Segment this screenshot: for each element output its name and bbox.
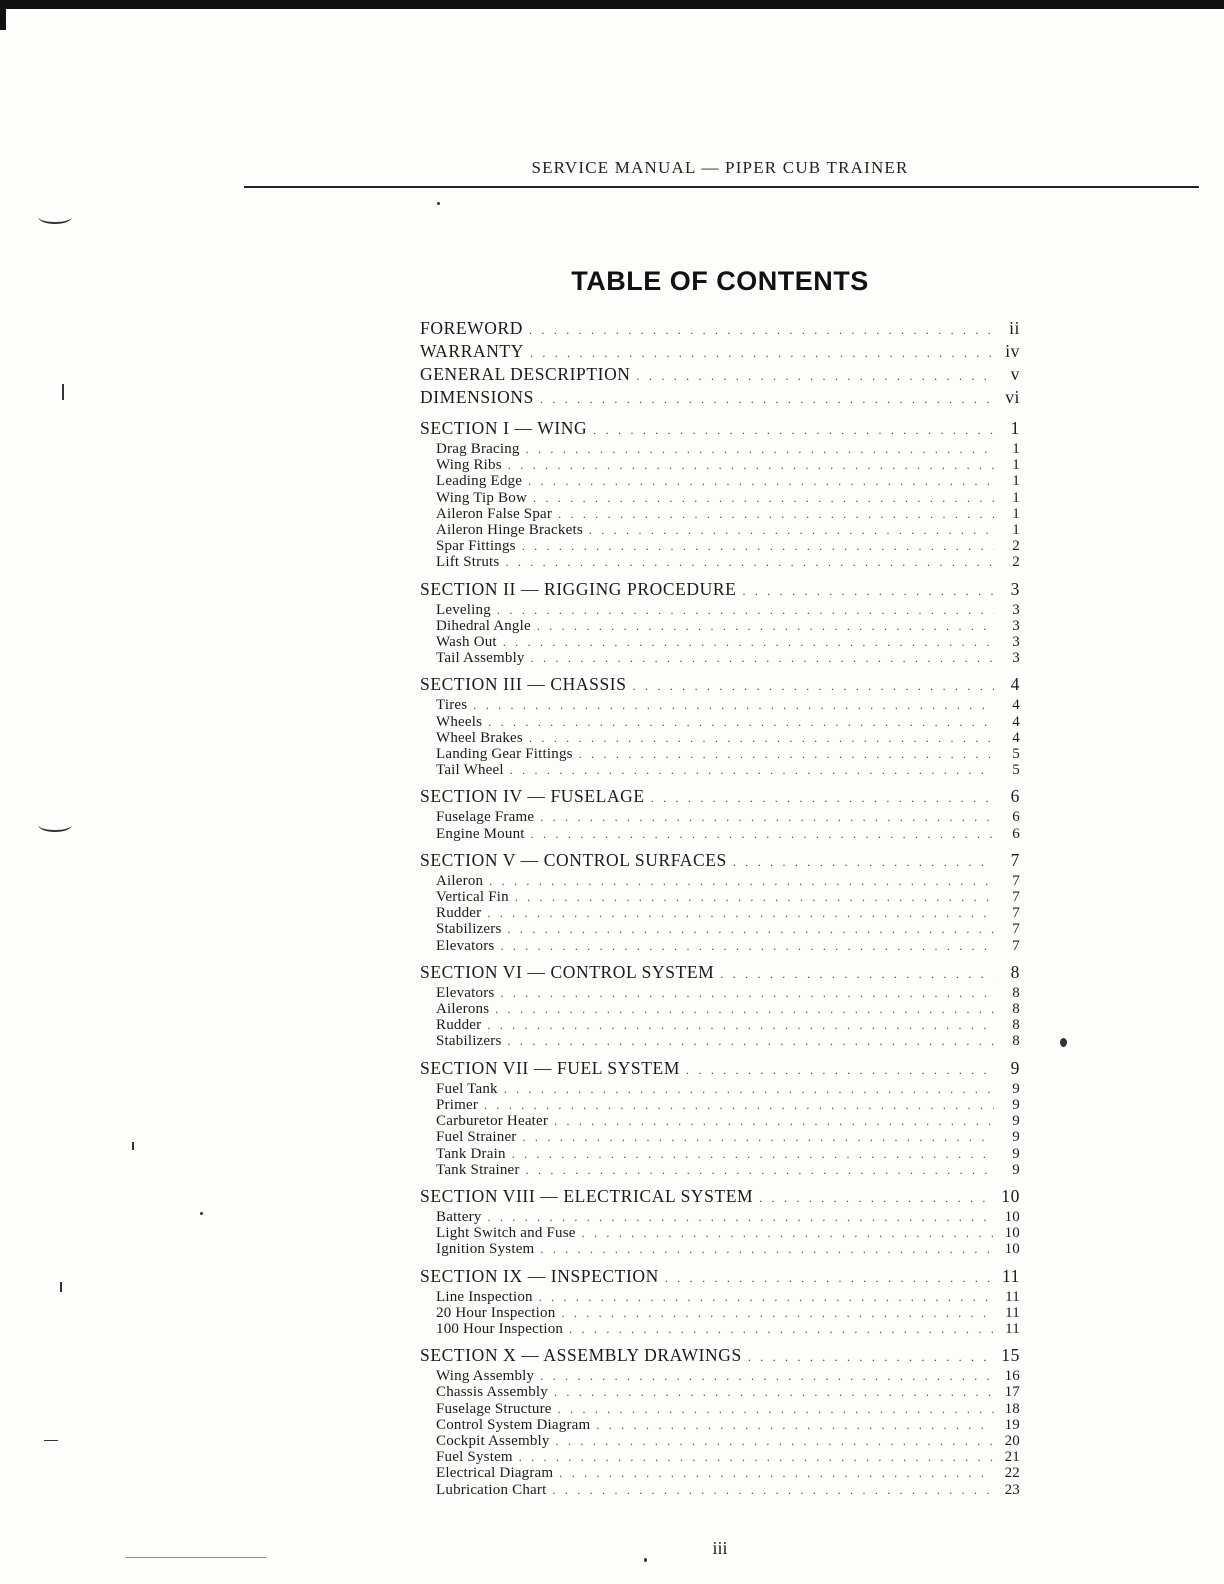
- entry-label: Landing Gear Fittings: [436, 746, 573, 763]
- entry-label: 100 Hour Inspection: [436, 1320, 564, 1337]
- entry-label: 20 Hour Inspection: [436, 1304, 556, 1321]
- subsection-entry: [420, 1289, 1020, 1305]
- entry-label: Wash Out: [436, 634, 497, 651]
- dot-leader: [528, 473, 994, 489]
- section-group: [420, 579, 1020, 667]
- dot-leader: [579, 746, 994, 762]
- subsection-entry: [420, 809, 1020, 825]
- subsection-entry: [420, 634, 1020, 650]
- subsection-entry: [420, 826, 1020, 842]
- dot-leader: [537, 618, 994, 634]
- section-group: [420, 1186, 1020, 1258]
- entry-label: FOREWORD: [420, 318, 523, 338]
- entry-page-number: 19: [1004, 1416, 1020, 1433]
- scan-speck: [644, 1558, 647, 1562]
- entry-label: Tail Wheel: [436, 762, 504, 779]
- section-heading: [420, 1266, 1020, 1289]
- entry-label: SECTION IX — INSPECTION: [420, 1265, 659, 1286]
- entry-page-number: 3: [1012, 617, 1020, 634]
- entry-label: Tank Drain: [436, 1145, 506, 1162]
- entry-label: Stabilizers: [436, 1033, 502, 1050]
- entry-page-number: 7: [1012, 921, 1020, 938]
- subsection-entry: [420, 1305, 1020, 1321]
- entry-label: Stabilizers: [436, 921, 502, 938]
- entry-label: Vertical Fin: [436, 889, 509, 906]
- dot-leader: [530, 343, 994, 364]
- entry-page-number: 6: [1012, 825, 1020, 842]
- dot-leader: [531, 826, 994, 842]
- subsection-entry: [420, 1225, 1020, 1241]
- entry-page-number: 1: [1012, 457, 1020, 474]
- section-group: [420, 418, 1020, 571]
- entry-label: Battery: [436, 1208, 482, 1225]
- scan-top-border: [0, 0, 1224, 9]
- entry-label: Tires: [436, 697, 468, 714]
- entry-label: Lubrication Chart: [436, 1481, 547, 1498]
- entry-page-number: 4: [1012, 713, 1020, 730]
- dot-leader: [559, 1465, 994, 1481]
- section-heading: [420, 674, 1020, 697]
- front-matter-entry: [420, 341, 1020, 364]
- dot-leader: [508, 921, 994, 937]
- entry-label: SECTION IV — FUSELAGE: [420, 786, 645, 807]
- entry-page-number: 22: [1004, 1465, 1020, 1482]
- header-rule: [244, 186, 1199, 188]
- section-group: [420, 786, 1020, 841]
- dot-leader: [569, 1321, 994, 1337]
- dot-leader: [488, 1209, 994, 1225]
- dot-leader: [519, 1449, 994, 1465]
- subsection-entry: [420, 1368, 1020, 1384]
- subsection-entry: [420, 1465, 1020, 1481]
- dot-leader: [484, 1097, 994, 1113]
- dot-leader: [526, 1162, 994, 1178]
- scan-speck: [437, 202, 440, 205]
- scan-mark: [38, 818, 72, 832]
- entry-page-number: 9: [1012, 1129, 1020, 1146]
- entry-page-number: 4: [1012, 697, 1020, 714]
- entry-page-number: vi: [1005, 387, 1020, 407]
- dot-leader: [473, 697, 994, 713]
- entry-label: Wheels: [436, 713, 483, 730]
- entry-page-number: 3: [1012, 601, 1020, 618]
- dot-leader: [503, 634, 994, 650]
- subsection-entry: [420, 457, 1020, 473]
- subsection-entry: [420, 490, 1020, 506]
- entry-label: Rudder: [436, 1017, 482, 1034]
- dot-leader: [633, 676, 994, 697]
- entry-page-number: 8: [1012, 1001, 1020, 1018]
- entry-page-number: 10: [1004, 1225, 1020, 1242]
- dot-leader: [533, 490, 994, 506]
- entry-label: Elevators: [436, 937, 495, 954]
- subsection-entry: [420, 1433, 1020, 1449]
- entry-label: Wing Assembly: [436, 1368, 535, 1385]
- front-matter-group: [420, 318, 1020, 410]
- subsection-entry: [420, 985, 1020, 1001]
- entry-page-number: iv: [1005, 341, 1020, 361]
- dot-leader: [759, 1188, 994, 1209]
- dot-leader: [500, 985, 994, 1001]
- entry-page-number: 9: [1012, 1145, 1020, 1162]
- scan-speck: [1060, 1038, 1067, 1047]
- section-heading: [420, 962, 1020, 985]
- subsection-entry: [420, 1033, 1020, 1049]
- dot-leader: [529, 730, 994, 746]
- section-group: [420, 962, 1020, 1050]
- dot-leader: [556, 1433, 994, 1449]
- entry-page-number: 10: [1004, 1241, 1020, 1258]
- entry-label: SECTION VII — FUEL SYSTEM: [420, 1057, 681, 1078]
- scan-left-edge: [0, 0, 6, 30]
- dot-leader: [539, 1289, 994, 1305]
- running-header: SERVICE MANUAL — PIPER CUB TRAINER: [531, 158, 909, 177]
- front-matter-entry: [420, 318, 1020, 341]
- dot-leader: [558, 1401, 994, 1417]
- subsection-entry: [420, 1017, 1020, 1033]
- entry-page-number: 11: [1005, 1320, 1020, 1337]
- entry-page-number: 16: [1004, 1368, 1020, 1385]
- entry-page-number: ii: [1009, 318, 1020, 338]
- entry-page-number: 7: [1012, 872, 1020, 889]
- entry-page-number: 3: [1010, 578, 1020, 599]
- scan-speck: [60, 1282, 62, 1292]
- section-heading: [420, 786, 1020, 809]
- section-group: [420, 1266, 1020, 1338]
- dot-leader: [540, 1368, 994, 1384]
- page-number: iii: [712, 1538, 728, 1558]
- table-of-contents: [420, 318, 1020, 1506]
- subsection-entry: [420, 714, 1020, 730]
- dot-leader: [505, 554, 994, 570]
- entry-page-number: 9: [1010, 1057, 1020, 1078]
- entry-page-number: 4: [1012, 729, 1020, 746]
- subsection-entry: [420, 1097, 1020, 1113]
- entry-page-number: 1: [1010, 418, 1020, 438]
- subsection-entry: [420, 1162, 1020, 1178]
- scan-speck: [200, 1212, 203, 1215]
- dot-leader: [540, 809, 994, 825]
- entry-label: Wing Tip Bow: [436, 489, 527, 506]
- scan-blue-line: [126, 1557, 266, 1558]
- entry-label: WARRANTY: [420, 341, 524, 361]
- subsection-entry: [420, 538, 1020, 554]
- subsection-entry: [420, 938, 1020, 954]
- entry-label: Aileron: [436, 872, 484, 889]
- subsection-entry: [420, 1482, 1020, 1498]
- entry-page-number: 9: [1012, 1096, 1020, 1113]
- subsection-entry: [420, 1401, 1020, 1417]
- dot-leader: [742, 581, 994, 602]
- subsection-entry: [420, 1113, 1020, 1129]
- section-heading: [420, 1186, 1020, 1209]
- entry-page-number: 10: [1001, 1185, 1020, 1206]
- subsection-entry: [420, 730, 1020, 746]
- front-matter-entry: [420, 387, 1020, 410]
- entry-label: Leading Edge: [436, 473, 523, 490]
- section-heading: [420, 1058, 1020, 1081]
- entry-page-number: 11: [1005, 1304, 1020, 1321]
- entry-page-number: 1: [1012, 522, 1020, 539]
- entry-page-number: 7: [1012, 889, 1020, 906]
- entry-page-number: 6: [1012, 809, 1020, 826]
- subsection-entry: [420, 1081, 1020, 1097]
- subsection-entry: [420, 506, 1020, 522]
- entry-label: Lift Struts: [436, 554, 500, 571]
- entry-label: GENERAL DESCRIPTION: [420, 364, 631, 384]
- entry-label: Fuel Strainer: [436, 1129, 517, 1146]
- entry-page-number: 9: [1012, 1113, 1020, 1130]
- entry-page-number: 2: [1012, 554, 1020, 571]
- dot-leader: [748, 1347, 994, 1368]
- subsection-entry: [420, 554, 1020, 570]
- entry-page-number: 21: [1004, 1449, 1020, 1466]
- dot-leader: [554, 1113, 994, 1129]
- subsection-entry: [420, 746, 1020, 762]
- entry-label: Aileron Hinge Brackets: [436, 522, 583, 539]
- entry-label: Cockpit Assembly: [436, 1432, 550, 1449]
- entry-page-number: 7: [1010, 849, 1020, 870]
- entry-page-number: 7: [1012, 905, 1020, 922]
- entry-page-number: 9: [1012, 1161, 1020, 1178]
- section-heading: [420, 850, 1020, 873]
- entry-page-number: v: [1010, 364, 1020, 384]
- subsection-entry: [420, 873, 1020, 889]
- entry-page-number: 11: [1005, 1288, 1020, 1305]
- entry-label: Fuel System: [436, 1449, 513, 1466]
- entry-page-number: 20: [1004, 1432, 1020, 1449]
- entry-page-number: 8: [1012, 984, 1020, 1001]
- scan-speck: [62, 384, 64, 400]
- section-group: [420, 1058, 1020, 1178]
- entry-label: Leveling: [436, 601, 491, 618]
- dot-leader: [561, 1305, 994, 1321]
- subsection-entry: [420, 762, 1020, 778]
- entry-page-number: 15: [1001, 1345, 1020, 1366]
- dot-leader: [504, 1081, 994, 1097]
- section-heading: [420, 1345, 1020, 1368]
- entry-label: Engine Mount: [436, 825, 525, 842]
- dot-leader: [487, 1017, 994, 1033]
- entry-label: Tail Assembly: [436, 650, 525, 667]
- subsection-entry: [420, 905, 1020, 921]
- dot-leader: [720, 964, 994, 985]
- entry-page-number: 3: [1012, 634, 1020, 651]
- dot-leader: [515, 889, 994, 905]
- entry-label: Wing Ribs: [436, 457, 502, 474]
- entry-label: SECTION II — RIGGING PROCEDURE: [420, 578, 737, 599]
- entry-label: Ailerons: [436, 1001, 490, 1018]
- subsection-entry: [420, 1241, 1020, 1257]
- section-group: [420, 674, 1020, 778]
- subsection-entry: [420, 1417, 1020, 1433]
- dot-leader: [596, 1417, 994, 1433]
- entry-label: SECTION X — ASSEMBLY DRAWINGS: [420, 1345, 742, 1366]
- entry-page-number: 8: [1012, 1033, 1020, 1050]
- subsection-entry: [420, 522, 1020, 538]
- dot-leader: [540, 1241, 994, 1257]
- entry-page-number: 8: [1010, 961, 1020, 982]
- entry-page-number: 5: [1012, 762, 1020, 779]
- entry-page-number: 1: [1012, 489, 1020, 506]
- dot-leader: [558, 506, 994, 522]
- entry-label: SECTION VIII — ELECTRICAL SYSTEM: [420, 1185, 754, 1206]
- entry-label: SECTION VI — CONTROL SYSTEM: [420, 961, 715, 982]
- dot-leader: [589, 522, 994, 538]
- entry-label: Fuselage Frame: [436, 809, 535, 826]
- subsection-entry: [420, 1321, 1020, 1337]
- dot-leader: [508, 1033, 994, 1049]
- entry-page-number: 1: [1012, 441, 1020, 457]
- entry-label: DIMENSIONS: [420, 387, 534, 407]
- entry-page-number: 23: [1004, 1481, 1020, 1498]
- subsection-entry: [420, 921, 1020, 937]
- entry-page-number: 18: [1004, 1400, 1020, 1417]
- entry-label: Control System Diagram: [436, 1416, 591, 1433]
- entry-page-number: 9: [1012, 1080, 1020, 1097]
- subsection-entry: [420, 602, 1020, 618]
- entry-label: Carburetor Heater: [436, 1113, 549, 1130]
- dot-leader: [552, 1482, 994, 1498]
- dot-leader: [686, 1060, 994, 1081]
- subsection-entry: [420, 1146, 1020, 1162]
- entry-label: Drag Bracing: [436, 441, 520, 457]
- subsection-entry: [420, 473, 1020, 489]
- section-heading: [420, 579, 1020, 602]
- dot-leader: [508, 457, 994, 473]
- entry-label: SECTION V — CONTROL SURFACES: [420, 849, 727, 870]
- subsection-entry: [420, 889, 1020, 905]
- scan-speck: [44, 1440, 58, 1441]
- dot-leader: [582, 1225, 994, 1241]
- dot-leader: [522, 538, 994, 554]
- entry-label: Wheel Brakes: [436, 729, 523, 746]
- section-group: [420, 850, 1020, 954]
- entry-label: SECTION III — CHASSIS: [420, 674, 627, 695]
- dot-leader: [531, 650, 994, 666]
- dot-leader: [665, 1268, 994, 1289]
- entry-page-number: 2: [1012, 538, 1020, 555]
- subsection-entry: [420, 1129, 1020, 1145]
- dot-leader: [495, 1001, 994, 1017]
- entry-page-number: 5: [1012, 746, 1020, 763]
- entry-page-number: 11: [1001, 1265, 1020, 1286]
- entry-label: Aileron False Spar: [436, 505, 553, 522]
- dot-leader: [593, 420, 994, 441]
- front-matter-entry: [420, 364, 1020, 387]
- dot-leader: [489, 873, 994, 889]
- dot-leader: [488, 714, 994, 730]
- section-heading: [420, 418, 1020, 441]
- dot-leader: [733, 852, 994, 873]
- subsection-entry: [420, 1001, 1020, 1017]
- dot-leader: [554, 1384, 994, 1400]
- entry-label: Chassis Assembly: [436, 1384, 548, 1401]
- subsection-entry: [420, 441, 1020, 457]
- subsection-entry: [420, 1384, 1020, 1400]
- dot-leader: [512, 1146, 994, 1162]
- entry-page-number: 8: [1012, 1017, 1020, 1034]
- page-title: TABLE OF CONTENTS: [571, 266, 869, 296]
- subsection-entry: [420, 697, 1020, 713]
- entry-page-number: 6: [1010, 786, 1020, 807]
- entry-page-number: 7: [1012, 937, 1020, 954]
- dot-leader: [526, 441, 994, 457]
- subsection-entry: [420, 618, 1020, 634]
- entry-label: Ignition System: [436, 1241, 535, 1258]
- dot-leader: [510, 762, 994, 778]
- scan-mark: [38, 210, 72, 224]
- dot-leader: [651, 788, 994, 809]
- subsection-entry: [420, 1449, 1020, 1465]
- entry-label: Fuselage Structure: [436, 1400, 552, 1417]
- entry-label: Primer: [436, 1096, 479, 1113]
- entry-label: Tank Strainer: [436, 1161, 520, 1178]
- subsection-entry: [420, 1209, 1020, 1225]
- entry-page-number: 1: [1012, 473, 1020, 490]
- entry-page-number: 17: [1004, 1384, 1020, 1401]
- dot-leader: [523, 1129, 994, 1145]
- dot-leader: [529, 320, 994, 341]
- entry-label: Electrical Diagram: [436, 1465, 554, 1482]
- dot-leader: [540, 389, 994, 410]
- dot-leader: [500, 938, 994, 954]
- entry-label: Spar Fittings: [436, 538, 516, 555]
- subsection-entry: [420, 650, 1020, 666]
- entry-label: Fuel Tank: [436, 1080, 498, 1097]
- scan-speck: [132, 1142, 134, 1150]
- entry-label: SECTION I — WING: [420, 418, 588, 438]
- entry-page-number: 10: [1004, 1208, 1020, 1225]
- entry-label: Rudder: [436, 905, 482, 922]
- entry-page-number: 4: [1010, 674, 1020, 695]
- dot-leader: [497, 602, 994, 618]
- section-group: [420, 1345, 1020, 1498]
- entry-label: Dihedral Angle: [436, 617, 531, 634]
- entry-page-number: 3: [1012, 650, 1020, 667]
- dot-leader: [637, 366, 994, 387]
- entry-page-number: 1: [1012, 505, 1020, 522]
- dot-leader: [487, 905, 994, 921]
- entry-label: Elevators: [436, 984, 495, 1001]
- entry-label: Line Inspection: [436, 1288, 533, 1305]
- entry-label: Light Switch and Fuse: [436, 1225, 576, 1242]
